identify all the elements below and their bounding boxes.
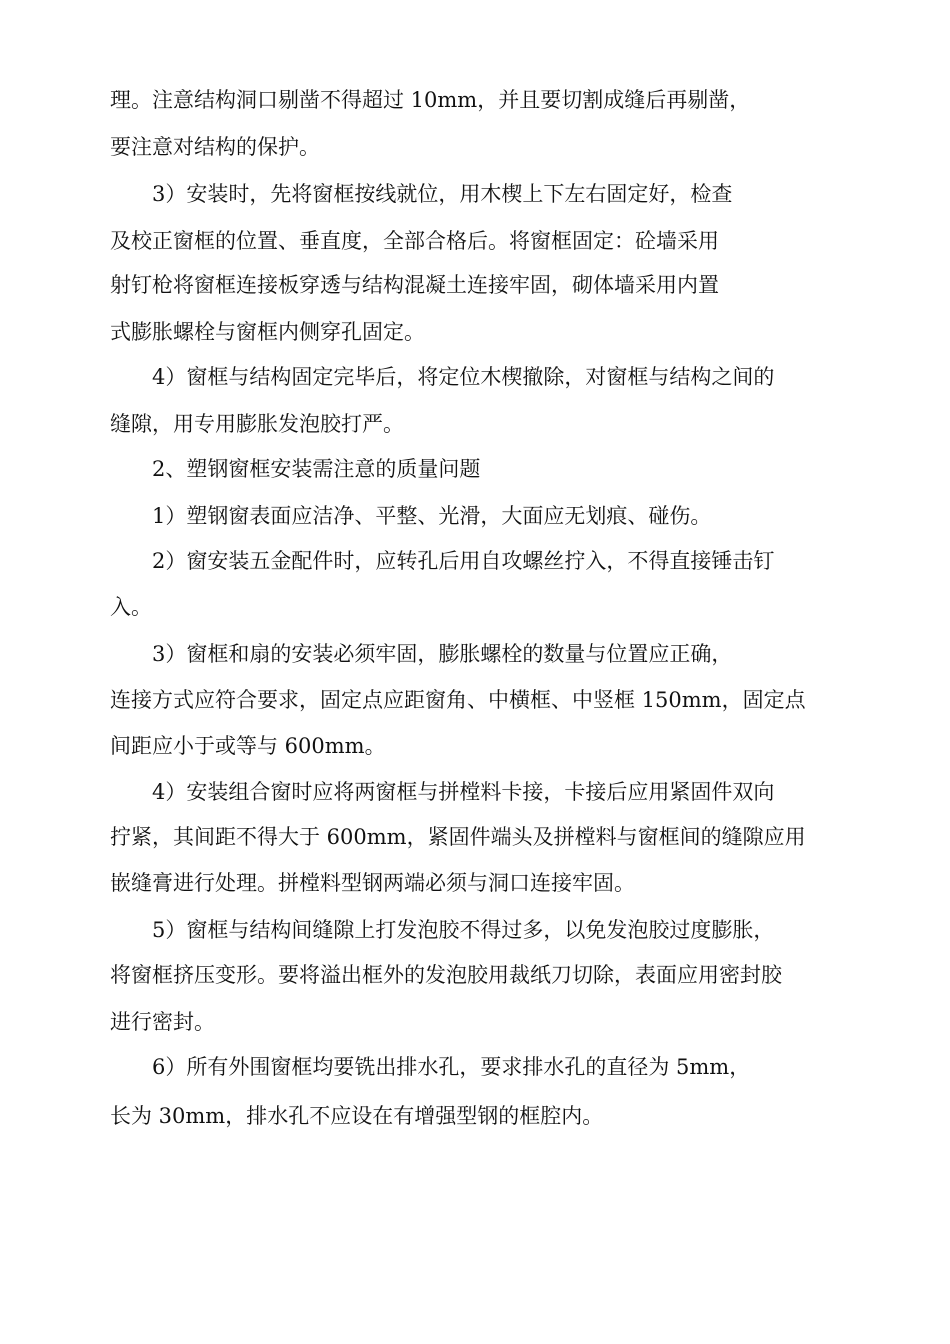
text-line: 及校正窗框的位置、垂直度，全部合格后。将窗框固定：砼墙采用: [110, 229, 719, 253]
section-heading: 2、塑钢窗框安装需注意的质量问题: [152, 457, 481, 481]
text-line: 1）塑钢窗表面应洁净、平整、光滑，大面应无划痕、碰伤。: [152, 504, 712, 528]
text-line: 理。注意结构洞口剔凿不得超过 10mm，并且要切割成缝后再剔凿，: [110, 88, 751, 112]
text-line: 6）所有外围窗框均要铣出排水孔，要求排水孔的直径为 5mm，: [152, 1055, 751, 1079]
text-line: 5）窗框与结构间缝隙上打发泡胶不得过多，以免发泡胶过度膨胀，: [152, 918, 775, 942]
text-line: 2）窗安装五金配件时，应转孔后用自攻螺丝拧入，不得直接锤击钉: [152, 549, 775, 573]
text-line: 4）窗框与结构固定完毕后，将定位木楔撤除，对窗框与结构之间的: [152, 365, 775, 389]
text-line: 3）安装时，先将窗框按线就位，用木楔上下左右固定好，检查: [152, 182, 733, 206]
text-line: 4）安装组合窗时应将两窗框与拼樘料卡接，卡接后应用紧固件双向: [152, 780, 775, 804]
text-line: 3）窗框和扇的安装必须牢固，膨胀螺栓的数量与位置应正确，: [152, 642, 733, 666]
text-line: 拧紧，其间距不得大于 600mm，紧固件端头及拼樘料与窗框间的缝隙应用: [110, 825, 806, 849]
text-line: 连接方式应符合要求，固定点应距窗角、中横框、中竖框 150mm，固定点: [110, 688, 806, 712]
text-line: 长为 30mm，排水孔不应设在有增强型钢的框腔内。: [110, 1104, 604, 1128]
text-line: 射钉枪将窗框连接板穿透与结构混凝土连接牢固，砌体墙采用内置: [110, 273, 719, 297]
text-line: 间距应小于或等与 600mm。: [110, 734, 386, 758]
text-line: 要注意对结构的保护。: [110, 135, 320, 159]
text-line: 将窗框挤压变形。要将溢出框外的发泡胶用裁纸刀切除，表面应用密封胶: [110, 963, 782, 987]
text-line: 入。: [110, 595, 152, 619]
text-line: 嵌缝膏进行处理。拼樘料型钢两端必须与洞口连接牢固。: [110, 871, 635, 895]
text-line: 进行密封。: [110, 1010, 215, 1034]
text-line: 式膨胀螺栓与窗框内侧穿孔固定。: [110, 320, 425, 344]
text-line: 缝隙，用专用膨胀发泡胶打严。: [110, 412, 404, 436]
